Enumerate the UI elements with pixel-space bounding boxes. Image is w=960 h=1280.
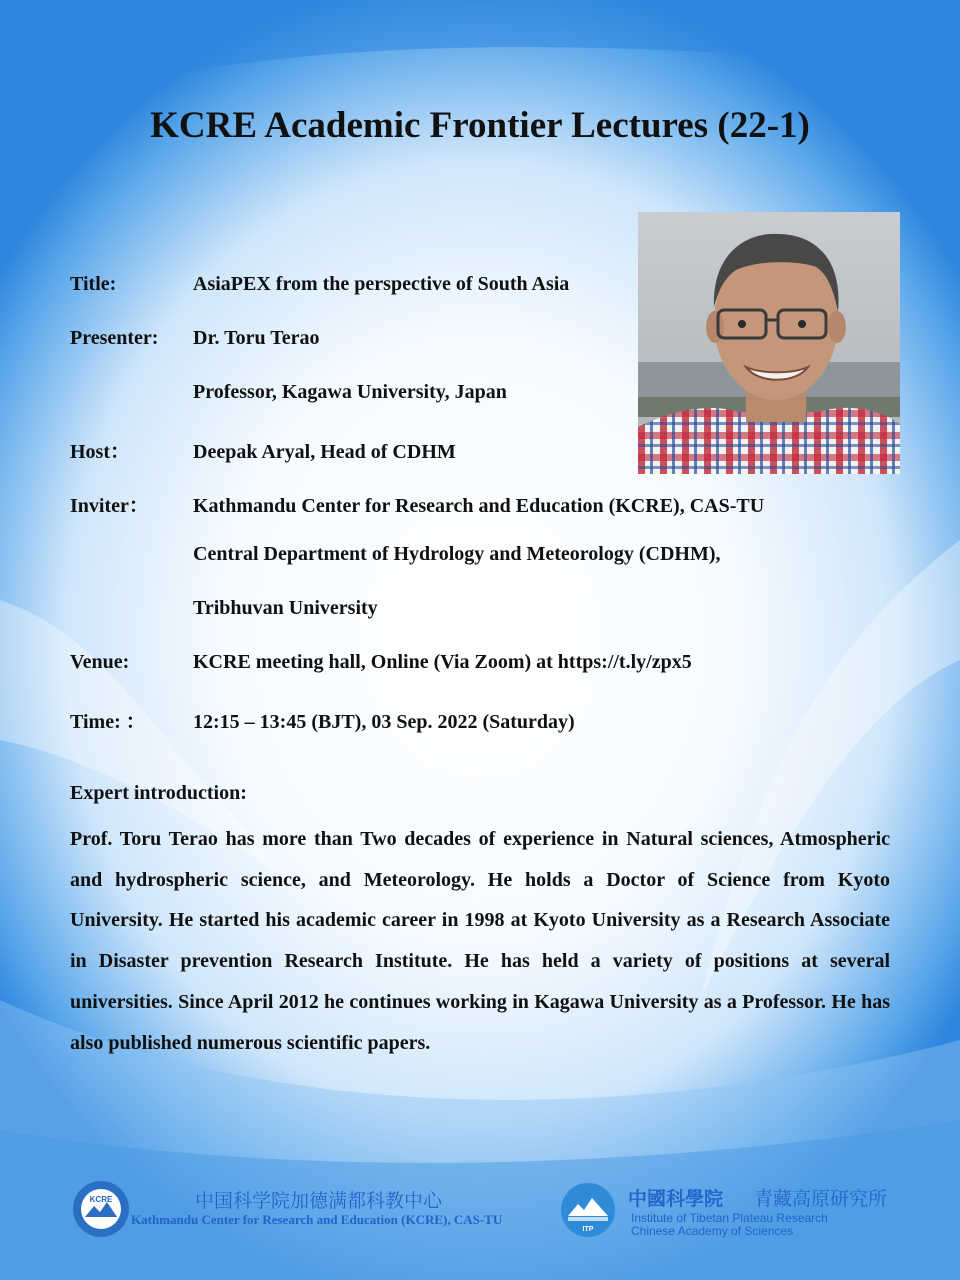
- detail-value: Professor, Kagawa University, Japan: [193, 381, 507, 403]
- detail-label: Presenter:: [70, 327, 159, 349]
- presenter-photo: [638, 212, 900, 474]
- itp-logo-icon: [560, 1182, 616, 1238]
- detail-value: KCRE meeting hall, Online (Via Zoom) at https://t.ly/zpx5: [193, 651, 692, 673]
- detail-label: Inviter：: [70, 495, 149, 517]
- poster-title: KCRE Academic Frontier Lectures (22-1): [150, 105, 810, 146]
- detail-affiliation-row: [70, 381, 507, 404]
- detail-value: AsiaPEX from the perspective of South Asia: [193, 273, 570, 295]
- expert-biography: Prof. Toru Terao has more than Two decades of experience in Natural sciences, Atmospheric and hydrospheric science, and Meteorology. He holds a Doctor of Science from Kyoto University. He started his academic career in 1998 at Kyoto University as a Research Associate in Disaster prevention Research Institute. He has held a variety of positions at several universities. Since April 2012 he continues working in Kagawa University as a Professor. He has also published numerous scientific papers.: [70, 828, 890, 1054]
- itp-chinese-name: 青藏高原研究所: [754, 1188, 888, 1210]
- kcre-english-name: Kathmandu Center for Research and Education (KCRE), CAS-TU: [131, 1212, 503, 1227]
- detail-value: 12:15 – 13:45 (BJT), 03 Sep. 2022 (Saturday): [193, 711, 575, 733]
- kcre-logo-icon: [72, 1180, 130, 1238]
- itp-english-name: Institute of Tibetan Plateau Research: [631, 1211, 828, 1225]
- cas-chinese-name: 中國科學院: [628, 1188, 724, 1210]
- detail-label: Venue:: [70, 651, 130, 673]
- expert-introduction-heading: Expert introduction:: [70, 782, 247, 804]
- detail-venue-row: [70, 651, 692, 674]
- detail-label: Title:: [70, 273, 117, 295]
- detail-time-row: [70, 705, 575, 734]
- itp-logo-text: ITP: [582, 1226, 594, 1233]
- kcre-chinese-name: 中国科学院加德满都科教中心: [195, 1190, 443, 1212]
- detail-value: Tribhuvan University: [193, 597, 378, 619]
- cas-english-name: Chinese Academy of Sciences: [631, 1224, 794, 1238]
- detail-label: Host：: [70, 441, 130, 463]
- detail-value: Kathmandu Center for Research and Education (KCRE), CAS-TU: [193, 495, 765, 517]
- detail-host-row: [70, 435, 456, 464]
- detail-title-row: [70, 273, 569, 296]
- detail-value: Dr. Toru Terao: [193, 327, 320, 349]
- detail-inviter-row-3: [70, 597, 378, 620]
- detail-value: Central Department of Hydrology and Meteorology (CDHM),: [193, 543, 721, 565]
- detail-presenter-row: [70, 327, 320, 350]
- detail-label: Time: ：: [70, 711, 146, 733]
- detail-inviter-row-2: [70, 543, 721, 566]
- kcre-logo-text: KCRE: [89, 1195, 113, 1204]
- detail-value: Deepak Aryal, Head of CDHM: [193, 441, 456, 463]
- detail-inviter-row: [70, 489, 764, 518]
